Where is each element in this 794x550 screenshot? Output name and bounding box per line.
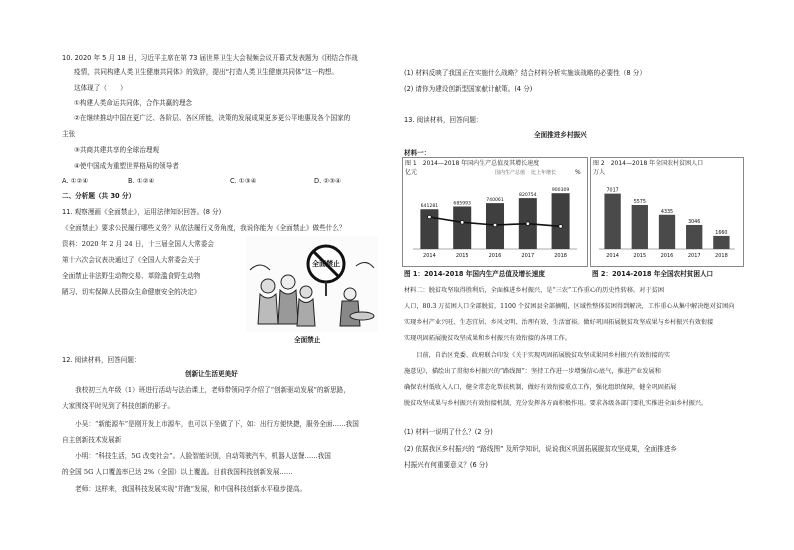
- q10-choice-a: A. ①②④: [62, 177, 89, 185]
- poverty-bar-label: 7017: [606, 188, 619, 194]
- q13-sub-1: (1) 材料一说明了什么？(2 分): [404, 428, 493, 436]
- q13-heading: 全面推进乡村振兴: [534, 131, 587, 139]
- right-question-1: (1) 材料反映了我国正在实施什么战略？结合材料分析实施该战略的必要性（8 分）: [404, 69, 646, 77]
- q10-choice-b: B. ①②④: [128, 177, 155, 185]
- figure-2-caption: 图 2：2014-2018 年全国农村贫困人口: [592, 270, 714, 278]
- figure-2-panel: [590, 157, 744, 267]
- gdp-bar: [453, 206, 471, 249]
- q11-material-3: 全面禁止非法野生动物交易、革除滥食野生动物: [62, 272, 201, 280]
- gdp-bar-label: 820754: [519, 193, 537, 199]
- figure-1-title: 图 1 2014—2018 年国内生产总值及其增长速度: [405, 160, 540, 167]
- figure-2-chart: [591, 177, 743, 265]
- q10-choice-d: D. ②③④: [314, 177, 342, 185]
- poverty-bar: [659, 215, 675, 249]
- material-2-line-2: 人口，80.3 万贫困人口全部脱贫，1100 个贫困县全部摘帽，区域性整体贫困得到解决，工作重心从集中解决绝对贫困向: [404, 303, 735, 310]
- cartoon-caption: 全面禁止: [294, 336, 321, 344]
- x-tick-label: 2016: [488, 253, 502, 259]
- figure-1-panel: [402, 157, 588, 267]
- q12-line-6: 的全国 5G 人口覆盖率已达 2%（全国）以上覆盖。目前我国科技创新发展……: [62, 468, 293, 476]
- q13-sub-2: (2) 依据我区乡村振兴的 “路线图” 及所学知识，说说我区巩固拓展脱贫攻坚成果，全面推进乡: [404, 445, 678, 453]
- x-tick-label: 2015: [455, 253, 469, 259]
- material-2-line-8: 脱贫攻坚成果与乡村振兴有效衔接机制，充分发挥各方面积极作用。要求各级各部门要扎实推进全面乡村振兴。: [404, 400, 708, 407]
- x-tick-label: 2017: [687, 253, 701, 259]
- figure-1-chart: [403, 177, 587, 265]
- q12-title: 12. 阅读材料，回答问题：: [62, 356, 141, 364]
- q11-material-2: 第十六次会议表决通过了《全国人大常委会关于: [62, 256, 201, 264]
- x-tick-label: 2018: [554, 253, 567, 259]
- gdp-bar-label: 900309: [551, 188, 570, 194]
- q12-line-7: 老师：这样来，我国科技发展实现“并跑”发展，和中国科技创新水平稳步提高。: [62, 485, 307, 493]
- figure-2-unit: 万人: [593, 169, 606, 176]
- q11-line-1: 11. 观察漫画《全面禁止》，运用法律知识回答。(8 分): [62, 208, 222, 216]
- poverty-bar: [604, 194, 620, 249]
- growth-point: [428, 215, 432, 219]
- q13-sub-2-cont: 村振兴有何重要意义？(6 分): [404, 461, 488, 469]
- section-2-heading: 二、分析题（共 30 分）: [62, 192, 136, 200]
- growth-point: [526, 222, 530, 226]
- material-2-line-1: 材料二：脱贫攻坚取得胜利后，全面推进乡村振兴，是“三农”工作重心的历史性转移。对于贫困: [404, 287, 665, 294]
- q10-option-2-cont: 主张: [62, 130, 76, 138]
- q12-line-5: 小明：“科技生活，5G 改变社会”。人脸智能识别，自动驾驶汽车，机器人送餐……我国: [62, 452, 331, 460]
- q11-line-2: 《全面禁止》要求公民履行哪些义务？从依法履行义务角度，我说你能为《全面禁止》做些什么？: [62, 224, 346, 232]
- cartoon-sign-text: 全面禁止: [312, 260, 340, 268]
- growth-point: [460, 221, 464, 225]
- q10-option-1: ①构建人类命运共同体，合作共赢的理念: [74, 99, 193, 107]
- q10-option-4: ④使中国成为重塑世界格局的领导者: [74, 162, 179, 170]
- x-tick-label: 2015: [633, 253, 647, 259]
- q12-heading: 创新让生活更美好: [185, 370, 238, 378]
- gdp-bar-label: 685993: [453, 201, 471, 207]
- poverty-bar: [686, 225, 702, 249]
- right-question-2: (2) 请你为建设创新型国家献计献策。(4 分): [404, 85, 533, 93]
- q11-material-1: 资料：2020 年 2 月 24 日，十三届全国人大常委会: [62, 240, 214, 248]
- q13-title: 13. 阅读材料，回答问题：: [404, 116, 483, 124]
- figure-1-caption: 图 1：2014-2018 年国内生产总值及增长速度: [404, 270, 545, 278]
- growth-point: [493, 223, 497, 227]
- x-tick-label: 2014: [423, 253, 436, 259]
- figure-1-unit-left: 亿元: [405, 169, 418, 176]
- poverty-bar-label: 4335: [660, 209, 674, 215]
- material-2-line-6: 施意见》，描绘出了贯彻乡村振兴的“路线图”：坚持工作进一步增强信心底气，推进产业发展和: [404, 368, 661, 375]
- x-tick-label: 2014: [606, 253, 619, 259]
- poverty-bar: [713, 236, 729, 249]
- x-tick-label: 2016: [660, 253, 674, 259]
- x-tick-label: 2017: [521, 253, 535, 259]
- q12-line-4: 自主创新技术发展新: [62, 436, 122, 444]
- growth-point: [559, 225, 563, 229]
- q10-choice-c: C. ①③④: [230, 177, 257, 185]
- q12-line-1: 我校初三九年级（1）班进行活动与法治课上，老师带领同学介绍了“创新驱动发展”的新思路，: [62, 386, 350, 394]
- material-2-line-7: 确保农村低收入人口，健全常态化帮扶机制，做好有效衔接重点工作，强化组织保障，健全巩固拓展: [404, 384, 677, 391]
- q12-line-2: 大家围绕平时见到了科技创新的影子。: [62, 402, 175, 410]
- q10-option-2: ②在继续推动中国在更广泛、各阶层、各区所能，决策的发展成果更多更公平地惠及各个国家的: [74, 114, 351, 122]
- figure-1-legend-line: 比上年增长: [531, 170, 557, 176]
- poverty-bar-label: 1660: [715, 230, 728, 236]
- x-tick-label: 2018: [715, 253, 728, 259]
- material-2-line-4: 实现巩固拓展脱贫攻坚成果和乡村振兴有效衔接的各项工作。: [404, 335, 572, 342]
- material-2-line-5: 目前，自治区党委、政府联合印发《关于实现巩固拓展脱贫攻坚成果同乡村振兴有效衔接的实: [404, 352, 671, 359]
- figure-1-unit-right: %: [575, 169, 581, 176]
- figure-1-legend-bars: 国内生产总值: [495, 170, 526, 176]
- poverty-bar-label: 3046: [688, 219, 701, 225]
- material-2-line-3: 实现乡村产业兴旺、生态宜居、乡风文明、治理有效、生活富裕。做好巩固拓展脱贫攻坚成果与乡村振兴有效衔接: [404, 319, 714, 326]
- poverty-bar: [632, 205, 648, 249]
- q10-line-1: 10. 2020 年 5 月 18 日，习近平主席在第 73 届世界卫生大会视频会议开幕式发表题为《团结合作战: [62, 54, 358, 62]
- gdp-bar-label: 740061: [486, 198, 504, 204]
- gdp-bar-label: 641281: [420, 204, 439, 210]
- figure-2-title: 图 2 2014—2018 年全国农村贫困人口: [593, 160, 704, 167]
- q10-line-2: 疫情，共同构建人类卫生健康共同体》的致辞，提出“打造人类卫生健康共同体”这一构想。: [74, 68, 338, 76]
- q10-line-3: 这体现了（ ）: [74, 84, 127, 92]
- q11-material-4: 陋习、切实保障人民群众生命健康安全的决定》: [62, 288, 201, 296]
- q12-line-3: 小吴：“新能源车”是刚开发上市源车，也可以下坐做了下，如：出行方便快捷，服务全面……我国: [62, 420, 359, 428]
- poverty-bar-label: 5575: [633, 199, 646, 205]
- gdp-bar: [552, 193, 570, 249]
- q13-material1-label: 材料一：: [404, 149, 431, 157]
- q10-option-3: ③共商共建共享的全球治理观: [74, 146, 160, 154]
- cartoon-image: [246, 236, 378, 332]
